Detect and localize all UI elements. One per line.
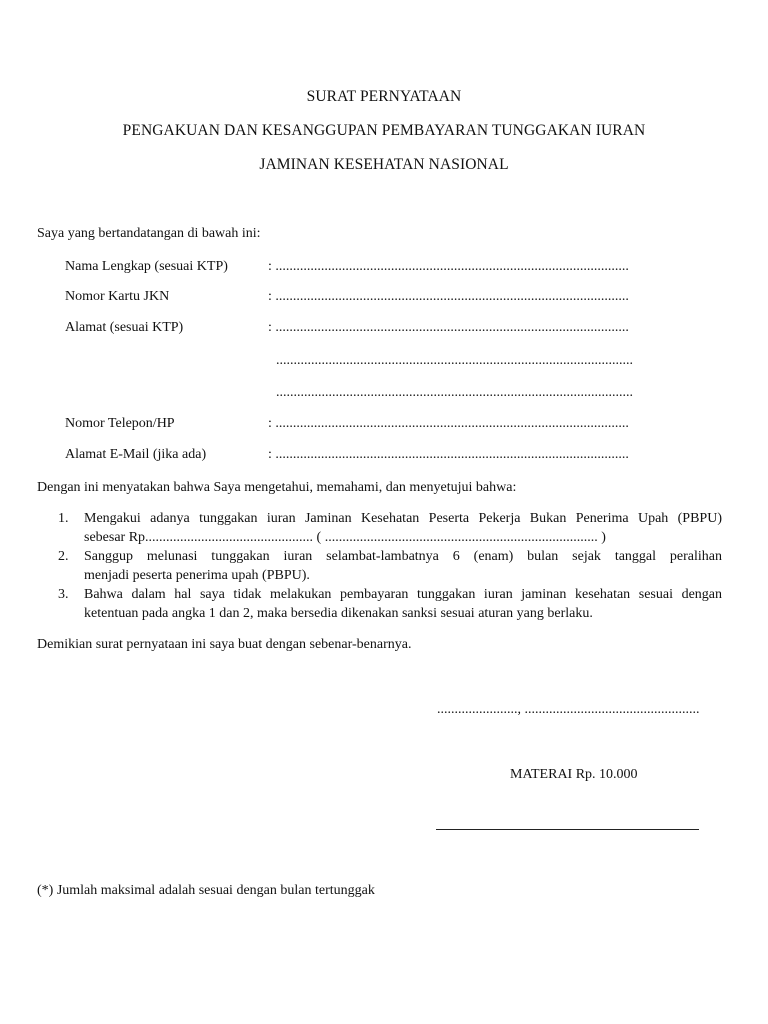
item-number-1: 1. xyxy=(58,511,69,526)
item-number-2: 2. xyxy=(58,549,69,564)
item-number-3: 3. xyxy=(58,587,69,602)
item-3-line-1: Bahwa dalam hal saya tidak melakukan pembayaran tunggakan iuran jaminan kesehatan sesuai dengan xyxy=(84,587,722,602)
item-2-line-2: menjadi peserta penerima upah (PBPU). xyxy=(84,568,310,583)
field-label-telepon: Nomor Telepon/HP xyxy=(65,416,175,431)
field-value-nama: : ..................................................................................................... xyxy=(268,259,629,274)
doc-title: SURAT PERNYATAAN xyxy=(306,88,462,105)
field-value-alamat-line3: ...................................................................................................... xyxy=(276,385,633,400)
field-value-alamat-line2: ...................................................................................................... xyxy=(276,353,633,368)
doc-subtitle: PENGAKUAN DAN KESANGGUPAN PEMBAYARAN TUNGGAKAN IURAN xyxy=(122,122,646,139)
materai-label: MATERAI Rp. 10.000 xyxy=(510,767,638,782)
item-1-line-2: sebesar Rp................................................ ( .............................................................................. ) xyxy=(84,530,606,545)
doc-subtitle-2: JAMINAN KESEHATAN NASIONAL xyxy=(259,156,509,173)
intro-text: Saya yang bertandatangan di bawah ini: xyxy=(37,226,261,241)
field-value-email: : ..................................................................................................... xyxy=(268,447,629,462)
field-label-email: Alamat E-Mail (jika ada) xyxy=(65,447,207,462)
signature-line xyxy=(436,829,699,830)
field-value-nomor-kartu: : ..................................................................................................... xyxy=(268,289,629,304)
closing-text: Demikian surat pernyataan ini saya buat dengan sebenar-benarnya. xyxy=(37,637,412,652)
footnote: (*) Jumlah maksimal adalah sesuai dengan bulan tertunggak xyxy=(37,883,375,898)
place-date-field: ......................., .................................................. xyxy=(437,702,700,717)
field-value-telepon: : ..................................................................................................... xyxy=(268,416,629,431)
statement-text: Dengan ini menyatakan bahwa Saya mengetahui, memahami, dan menyetujui bahwa: xyxy=(37,480,517,495)
item-1-line-1: Mengakui adanya tunggakan iuran Jaminan Kesehatan Peserta Pekerja Bukan Penerima Upah (PBPU) xyxy=(84,511,722,526)
field-label-nama: Nama Lengkap (sesuai KTP) xyxy=(65,259,228,274)
item-3-line-2: ketentuan pada angka 1 dan 2, maka bersedia dikenakan sanksi sesuai aturan yang berlaku. xyxy=(84,606,593,621)
field-value-alamat: : ..................................................................................................... xyxy=(268,320,629,335)
field-label-alamat: Alamat (sesuai KTP) xyxy=(65,320,184,335)
item-2-line-1: Sanggup melunasi tunggakan iuran selambat-lambatnya 6 (enam) bulan sejak tanggal peralihan xyxy=(84,549,722,564)
field-label-nomor-kartu: Nomor Kartu JKN xyxy=(65,289,170,304)
